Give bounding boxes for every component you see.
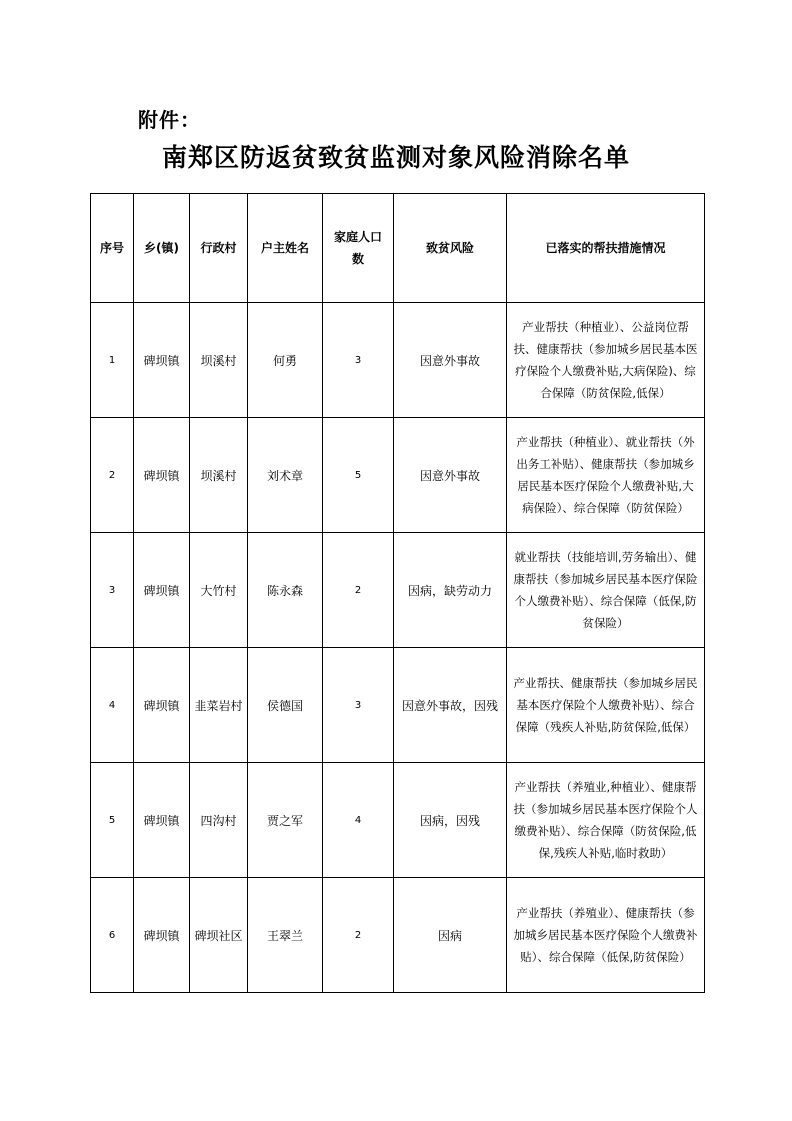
header-family-size: 家庭人口数 bbox=[323, 194, 394, 303]
risk-elimination-table bbox=[90, 193, 705, 993]
cell-township: 碑坝镇 bbox=[134, 878, 190, 993]
cell-risk: 因意外事故 bbox=[394, 303, 507, 418]
cell-township: 碑坝镇 bbox=[134, 648, 190, 763]
cell-index: 6 bbox=[91, 878, 134, 993]
cell-village: 四沟村 bbox=[190, 763, 248, 878]
cell-township: 碑坝镇 bbox=[134, 418, 190, 533]
cell-measures: 就业帮扶（技能培训,劳务输出）、健康帮扶（参加城乡居民基本医疗保险个人缴费补贴）、综合保障（低保,防贫保险） bbox=[507, 533, 705, 648]
cell-family-size: 5 bbox=[323, 418, 394, 533]
cell-index: 1 bbox=[91, 303, 134, 418]
cell-householder: 贾之军 bbox=[248, 763, 323, 878]
cell-village: 坝溪村 bbox=[190, 418, 248, 533]
header-index: 序号 bbox=[91, 194, 134, 303]
table-row bbox=[91, 418, 705, 533]
document-title: 南郑区防返贫致贫监测对象风险消除名单 bbox=[161, 143, 630, 172]
cell-township: 碑坝镇 bbox=[134, 763, 190, 878]
header-measures: 已落实的帮扶措施情况 bbox=[507, 194, 705, 303]
cell-family-size: 3 bbox=[323, 648, 394, 763]
cell-index: 2 bbox=[91, 418, 134, 533]
cell-householder: 何勇 bbox=[248, 303, 323, 418]
cell-measures: 产业帮扶（种植业）、就业帮扶（外出务工补贴）、健康帮扶（参加城乡居民基本医疗保险个人缴费补贴,大病保险）、综合保障（防贫保险） bbox=[507, 418, 705, 533]
cell-householder: 陈永森 bbox=[248, 533, 323, 648]
cell-index: 3 bbox=[91, 533, 134, 648]
cell-risk: 因意外事故，因残 bbox=[394, 648, 507, 763]
attachment-label: 附件： bbox=[138, 108, 201, 132]
header-householder: 户主姓名 bbox=[248, 194, 323, 303]
table-row bbox=[91, 648, 705, 763]
cell-family-size: 4 bbox=[323, 763, 394, 878]
cell-risk: 因意外事故 bbox=[394, 418, 507, 533]
cell-measures: 产业帮扶（种植业）、公益岗位帮扶、健康帮扶（参加城乡居民基本医疗保险个人缴费补贴,大病保险)、综合保障（防贫保险,低保） bbox=[507, 303, 705, 418]
cell-index: 4 bbox=[91, 648, 134, 763]
header-village: 行政村 bbox=[190, 194, 248, 303]
cell-householder: 侯德国 bbox=[248, 648, 323, 763]
cell-measures: 产业帮扶（养殖业,种植业）、健康帮扶（参加城乡居民基本医疗保险个人缴费补贴）、综合保障（防贫保险,低保,残疾人补贴,临时救助） bbox=[507, 763, 705, 878]
cell-family-size: 2 bbox=[323, 878, 394, 993]
cell-index: 5 bbox=[91, 763, 134, 878]
cell-householder: 王翠兰 bbox=[248, 878, 323, 993]
table-row bbox=[91, 763, 705, 878]
cell-family-size: 2 bbox=[323, 533, 394, 648]
cell-measures: 产业帮扶（养殖业）、健康帮扶（参加城乡居民基本医疗保险个人缴费补贴）、综合保障（低保,防贫保险） bbox=[507, 878, 705, 993]
table-row bbox=[91, 533, 705, 648]
cell-measures: 产业帮扶、健康帮扶（参加城乡居民基本医疗保险个人缴费补贴）、综合保障（残疾人补贴,防贫保险,低保） bbox=[507, 648, 705, 763]
cell-family-size: 3 bbox=[323, 303, 394, 418]
table-row bbox=[91, 878, 705, 993]
cell-risk: 因病 bbox=[394, 878, 507, 993]
cell-risk: 因病，因残 bbox=[394, 763, 507, 878]
table-header-row bbox=[91, 194, 705, 303]
cell-village: 碑坝社区 bbox=[190, 878, 248, 993]
header-risk: 致贫风险 bbox=[394, 194, 507, 303]
cell-township: 碑坝镇 bbox=[134, 303, 190, 418]
header-township: 乡(镇) bbox=[134, 194, 190, 303]
cell-village: 韭菜岩村 bbox=[190, 648, 248, 763]
cell-village: 坝溪村 bbox=[190, 303, 248, 418]
cell-township: 碑坝镇 bbox=[134, 533, 190, 648]
cell-householder: 刘术章 bbox=[248, 418, 323, 533]
table-row bbox=[91, 303, 705, 418]
cell-risk: 因病，缺劳动力 bbox=[394, 533, 507, 648]
cell-village: 大竹村 bbox=[190, 533, 248, 648]
